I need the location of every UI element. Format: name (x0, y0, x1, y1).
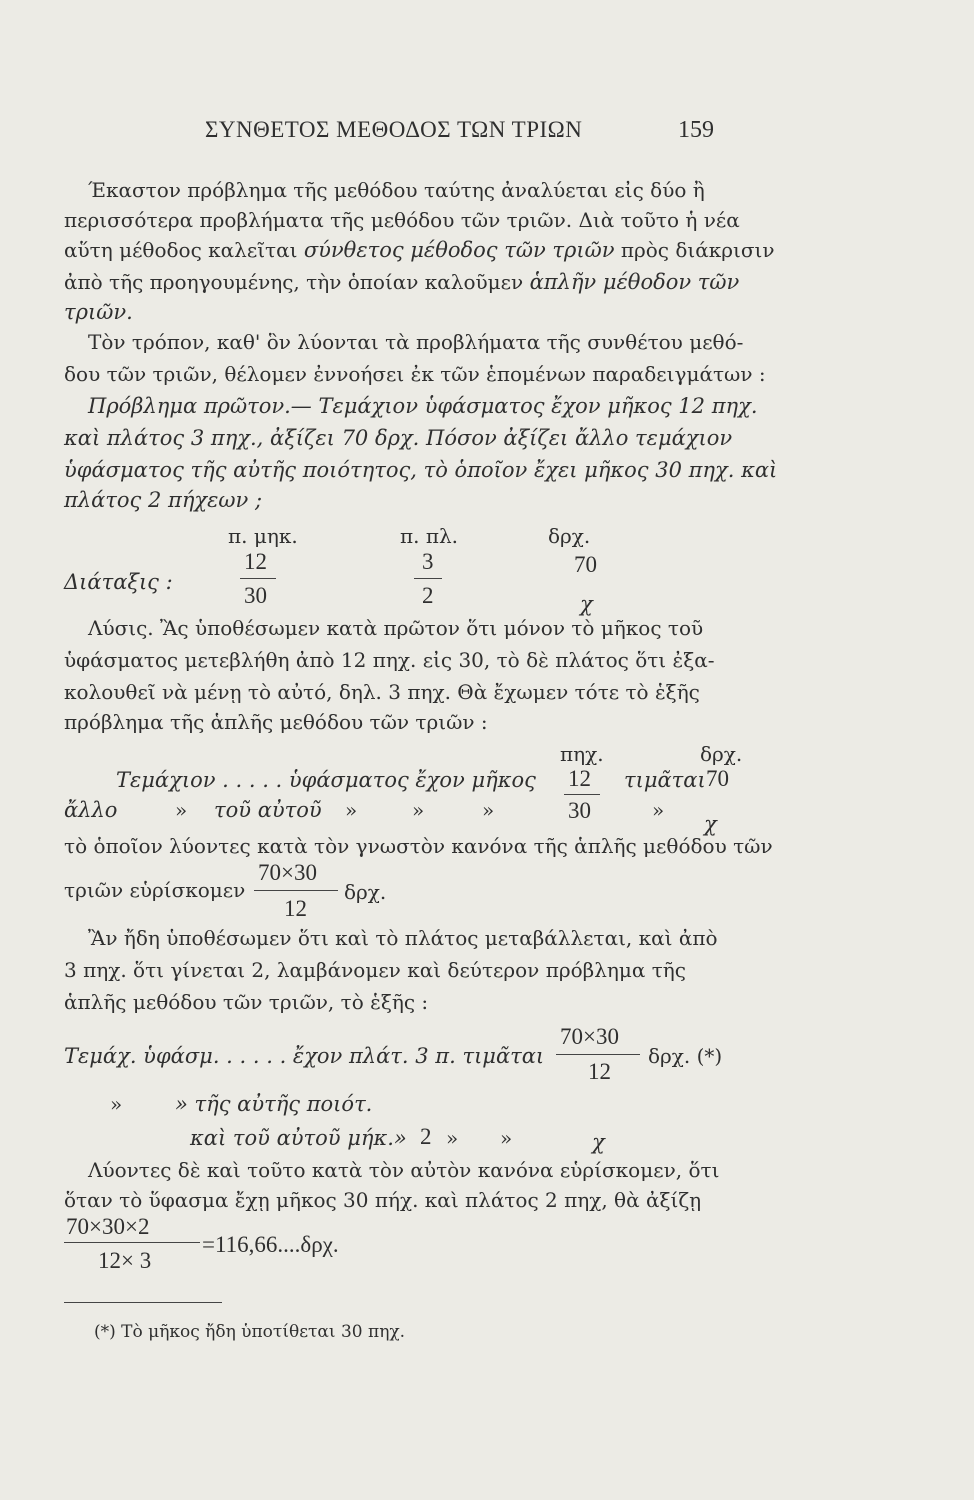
simple-row-1-verb: τιμᾶται (624, 768, 706, 792)
second-problem-suffix: δρχ. (*) (648, 1044, 723, 1068)
second-problem-row-3-c: » (446, 1126, 459, 1150)
simple-row-2-value: χ (704, 812, 717, 836)
intro-line-3-italic: σύνθετος μέθοδος τῶν τριῶν (303, 238, 615, 262)
solution-line-3: κολουθεῖ νὰ μένῃ τὸ αὐτό, δηλ. 3 πηχ. Θὰ ἔχωμεν τότε τὸ ἑξῆς (64, 680, 700, 704)
arrangement-header-length: π. μηκ. (228, 524, 298, 548)
simple-row-1-length: 12 (568, 766, 591, 791)
final-result: =116,66....δρχ. (202, 1232, 339, 1257)
problem-line-3: ὑφάσματος τῆς αὐτῆς ποιότητος, τὸ ὁποῖον ἔχει μῆκος 30 πηχ. καὶ (64, 458, 778, 482)
second-line-2: 3 πηχ. ὅτι γίνεται 2, λαμβάνομεν καὶ δεύτερον πρόβλημα τῆς (64, 958, 686, 982)
second-problem-denominator: 12 (588, 1059, 611, 1084)
intro-line-4 (64, 270, 739, 294)
result1-numerator: 70×30 (258, 860, 317, 885)
final-fraction-rule (64, 1242, 200, 1243)
second-problem-row-3-value: χ (592, 1130, 605, 1154)
second-problem-row-1-label: Τεμάχ. ὑφάσμ. . . . . . ἔχον πλάτ. 3 π. τιμᾶται (64, 1044, 545, 1068)
footnote-separator (64, 1302, 222, 1303)
second-problem-row-3-width: 2 (420, 1124, 432, 1149)
simple-row-2-g: » (652, 798, 665, 822)
result1-denominator: 12 (284, 896, 307, 921)
second-line-3: ἁπλῆς μεθόδου τῶν τριῶν, τὸ ἑξῆς : (64, 990, 429, 1014)
arrangement-rule-width (414, 578, 442, 579)
intro-line-1: Έκαστον πρόβλημα τῆς μεθόδου ταύτης ἀναλύεται εἰς δύο ἢ (88, 178, 705, 202)
simple-row-2-e: » (412, 798, 425, 822)
intro-line-2: περισσότερα προβλήματα τῆς μεθόδου τῶν τριῶν. Διὰ τοῦτο ἡ νέα (64, 208, 740, 232)
arrangement-top-width: 3 (422, 549, 434, 574)
second-problem-numerator: 70×30 (560, 1024, 619, 1049)
arrangement-header-drachmas: δρχ. (548, 524, 591, 548)
simple-row-1-label: Τεμάχιον . . . . . ὑφάσματος ἔχον μῆκος (116, 768, 536, 792)
result1-line-1: τὸ ὁποῖον λύοντες κατὰ τὸν γνωστὸν κανόνα τῆς ἁπλῆς μεθόδου τῶν (64, 834, 773, 858)
problem-line-1: Πρόβλημα πρῶτον.— Τεμάχιον ὑφάσματος ἔχον μῆκος 12 πηχ. (88, 394, 758, 418)
intro-line-3-a: αὕτη μέθοδος καλεῖται (64, 238, 298, 262)
method-line-1: Τὸν τρόπον, καθ' ὃν λύονται τὰ προβλήματα τῆς συνθέτου μεθό- (88, 330, 744, 354)
final-denominator: 12× 3 (98, 1248, 152, 1273)
arrangement-label: Διάταξις : (64, 570, 173, 594)
result1-prefix: τριῶν εὑρίσκομεν (64, 878, 246, 902)
intro-line-3 (64, 238, 775, 262)
second-problem-row-2-b: » τῆς αὐτῆς ποιότ. (175, 1092, 373, 1116)
simple-unit-head-2: δρχ. (700, 742, 743, 766)
intro-line-4-italic: ἁπλῆν μέθοδον τῶν (529, 270, 740, 294)
arrangement-bottom-width: 2 (422, 583, 434, 608)
simple-row-2-b: » (175, 798, 188, 822)
arrangement-top-length: 12 (244, 549, 267, 574)
solution-line-4: πρόβλημα τῆς ἁπλῆς μεθόδου τῶν τριῶν : (64, 710, 488, 734)
final-numerator: 70×30×2 (66, 1214, 150, 1239)
simple-row-2-f: » (482, 798, 495, 822)
page-number: 159 (678, 117, 714, 143)
simple-rule (564, 794, 600, 795)
problem-line-4: πλάτος 2 πήχεων ; (64, 488, 263, 512)
final-line-1: Λύοντες δὲ καὶ τοῦτο κατὰ τὸν αὐτὸν κανόνα εὑρίσκομεν, ὅτι (88, 1158, 720, 1182)
footnote-text: (*) Τὸ μῆκος ἤδη ὑποτίθεται 30 πηχ. (94, 1322, 406, 1342)
result1-suffix: δρχ. (344, 880, 387, 904)
arrangement-bottom-drachmas: χ (580, 592, 593, 616)
final-line-2: ὅταν τὸ ὕφασμα ἔχῃ μῆκος 30 πήχ. καὶ πλάτος 2 πηχ, θὰ ἀξίζῃ (64, 1188, 702, 1212)
arrangement-top-drachmas: 70 (574, 552, 597, 577)
second-line-1: Ἂν ἤδη ὑποθέσωμεν ὅτι καὶ τὸ πλάτος μεταβάλλεται, καὶ ἀπὸ (88, 926, 718, 950)
result1-fraction-rule (254, 890, 338, 891)
arrangement-bottom-length: 30 (244, 583, 267, 608)
second-problem-row-2-a: » (110, 1092, 123, 1116)
solution-line-2: ὑφάσματος μετεβλήθη ἀπὸ 12 πηχ. εἰς 30, τὸ δὲ πλάτος ὅτι ἐξα- (64, 648, 715, 672)
simple-row-2-d: » (345, 798, 358, 822)
simple-row-2-a: ἄλλο (64, 798, 118, 822)
intro-line-4-a: ἀπὸ τῆς προηγουμένης, τὴν ὁποίαν καλοῦμεν (64, 270, 524, 294)
second-problem-row-3-d: » (500, 1126, 513, 1150)
simple-unit-head-1: πηχ. (560, 742, 604, 766)
arrangement-rule-length (240, 578, 276, 579)
method-line-2: δου τῶν τριῶν, θέλομεν ἐννοήσει ἐκ τῶν ἑπομένων παραδειγμάτων : (64, 362, 766, 386)
running-title: ΣΥΝΘΕΤΟΣ ΜΕΘΟΔΟΣ ΤΩΝ ΤΡΙΩΝ (205, 117, 583, 142)
second-problem-row-3-a: καὶ τοῦ αὐτοῦ μήκ.» (190, 1126, 407, 1150)
second-problem-fraction-rule (556, 1054, 640, 1055)
problem-line-2: καὶ πλάτος 3 πηχ., ἀξίζει 70 δρχ. Πόσον ἀξίζει ἄλλο τεμάχιον (64, 426, 733, 450)
arrangement-header-width: π. πλ. (400, 524, 459, 548)
intro-line-3-c: πρὸς διάκρισιν (620, 238, 775, 262)
simple-row-2-length: 30 (568, 798, 591, 823)
simple-row-1-value: 70 (706, 766, 729, 791)
intro-line-5: τριῶν. (64, 300, 133, 324)
solution-line-1: Λύσις. Ἂς ὑποθέσωμεν κατὰ πρῶτον ὅτι μόνον τὸ μῆκος τοῦ (88, 616, 704, 640)
simple-row-2-c: τοῦ αὐτοῦ (214, 798, 322, 822)
